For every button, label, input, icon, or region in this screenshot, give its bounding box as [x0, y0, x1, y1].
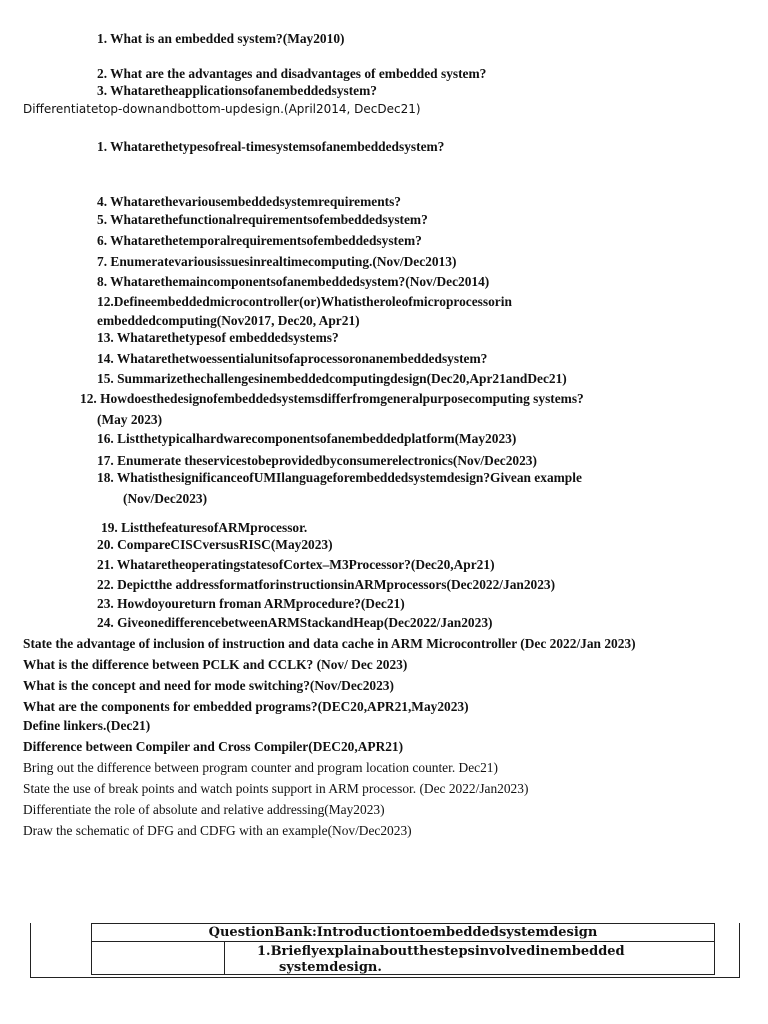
question-line: 8. Whatarethemaincomponentsofanembeddedsystem?(Nov/Dec2014): [97, 274, 490, 289]
question-line: What are the components for embedded programs?(DEC20,APR21,May2023): [23, 699, 469, 714]
question-line: 1. Whatarethetypesofreal-timesystemsofanembeddedsystem?: [97, 139, 445, 154]
question-line: What is the concept and need for mode switching?(Nov/Dec2023): [23, 678, 394, 693]
question-line: 22. Depictthe addressformatforinstructionsinARMprocessors(Dec2022/Jan2023): [97, 577, 556, 592]
question-line: 21. WhataretheoperatingstatesofCortex–M3Processor?(Dec20,Apr21): [97, 557, 495, 572]
question-line: What is the difference between PCLK and CCLK? (Nov/ Dec 2023): [23, 657, 408, 672]
question-line: embeddedcomputing(Nov2017, Dec20, Apr21): [97, 313, 360, 328]
question-line: Differentiate the role of absolute and relative addressing(May2023): [23, 802, 385, 817]
question-line: 15. Summarizethechallengesinembeddedcomputingdesign(Dec20,Apr21andDec21): [97, 371, 567, 386]
question-line: 4. Whatarethevariousembeddedsystemrequirements?: [97, 194, 402, 209]
question-line: 24. GiveonedifferencebetweenARMStackandHeap(Dec2022/Jan2023): [97, 615, 493, 630]
table-question-line: 1.Brieflyexplainaboutthestepsinvolvedinembedded: [257, 944, 625, 959]
question-line: 13. Whatarethetypesof embeddedsystems?: [97, 330, 339, 345]
question-line: State the use of break points and watch points support in ARM processor. (Dec 2022/Jan2023): [23, 781, 529, 796]
question-line: 17. Enumerate theservicestobeprovidedbyconsumerelectronics(Nov/Dec2023): [97, 453, 537, 468]
question-bank-table-frame: [30, 923, 740, 978]
question-line: 1. What is an embedded system?(May2010): [97, 31, 345, 46]
question-line: 16. Listthetypicalhardwarecomponentsofanembeddedplatform(May2023): [97, 431, 517, 446]
question-line: 12. Howdoesthedesignofembeddedsystemsdifferfromgeneralpurposecomputing systems?: [80, 391, 584, 406]
table-question-line: systemdesign.: [279, 960, 382, 975]
question-line: Define linkers.(Dec21): [23, 718, 151, 733]
question-line: 14. Whatarethetwoessentialunitsofaprocessoronanembeddedsystem?: [97, 351, 488, 366]
column-divider: [224, 942, 225, 975]
question-line: 5. Whatarethefunctionalrequirementsofembeddedsystem?: [97, 212, 428, 227]
question-line: State the advantage of inclusion of instruction and data cache in ARM Microcontroller (Dec 2022/Jan 2023): [23, 636, 636, 651]
question-line: Differentiatetop-downandbottom-updesign.(April2014, DecDec21): [23, 102, 421, 116]
question-line: 6. Whatarethetemporalrequirementsofembeddedsystem?: [97, 233, 422, 248]
question-line: Difference between Compiler and Cross Compiler(DEC20,APR21): [23, 739, 404, 754]
question-line: 23. Howdoyoureturn froman ARMprocedure?(Dec21): [97, 596, 405, 611]
question-line: 20. CompareCISCversusRISC(May2023): [97, 537, 333, 552]
question-line: Draw the schematic of DFG and CDFG with an example(Nov/Dec2023): [23, 823, 412, 838]
table-row: [92, 942, 714, 975]
table-heading: QuestionBank:Introductiontoembeddedsystemdesign: [92, 924, 714, 942]
question-line: (May 2023): [97, 412, 163, 427]
question-bank-table: [91, 923, 715, 975]
question-line: 7. Enumeratevariousissuesinrealtimecomputing.(Nov/Dec2013): [97, 254, 457, 269]
table-question: [257, 944, 625, 976]
question-line: 18. WhatisthesignificanceofUMIlanguageforembeddedsystemdesign?Givean example: [97, 470, 582, 485]
question-line: Bring out the difference between program counter and program location counter. Dec21): [23, 760, 498, 775]
question-line: 12.Defineembeddedmicrocontroller(or)Whatistheroleofmicroprocessorin: [97, 294, 512, 309]
question-line: 19. ListthefeaturesofARMprocessor.: [101, 520, 308, 535]
question-line: (Nov/Dec2023): [123, 491, 208, 506]
question-line: 2. What are the advantages and disadvantages of embedded system?: [97, 66, 487, 81]
question-line: 3. Whataretheapplicationsofanembeddedsystem?: [97, 83, 377, 98]
